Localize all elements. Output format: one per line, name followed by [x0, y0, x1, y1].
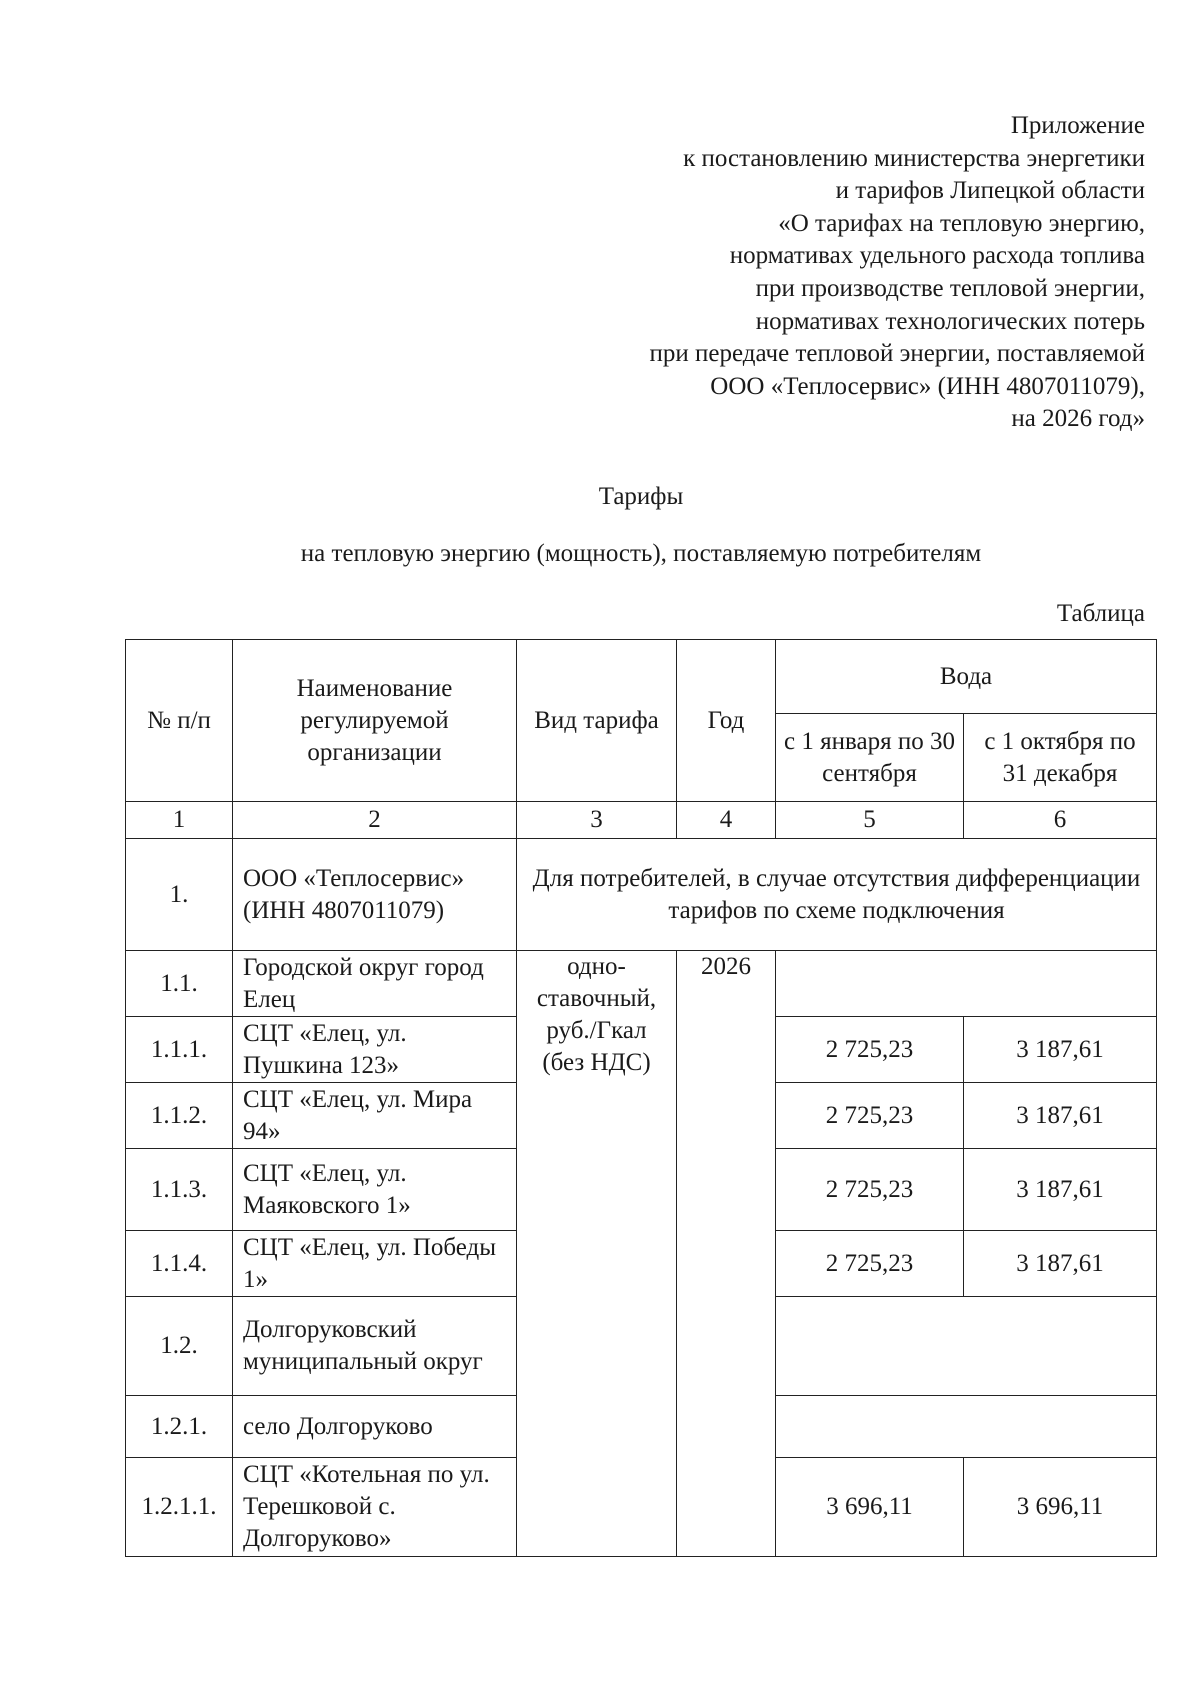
row-num: 1.2.1. — [126, 1396, 233, 1458]
header-num: № п/п — [126, 640, 233, 802]
appendix-line: к постановлению министерства энергетики — [683, 144, 1145, 172]
tariff-table — [125, 639, 1157, 1557]
row-name: СЦТ «Котельная по ул. Терешковой с. Долгоруково» — [233, 1458, 517, 1557]
appendix-line: Приложение — [1010, 112, 1145, 139]
row-name: СЦТ «Елец, ул. Мира 94» — [233, 1083, 517, 1149]
header-period-1: с 1 января по 30 сентября — [776, 714, 964, 802]
row-value-period-1: 2 725,23 — [776, 1083, 964, 1149]
row-num: 1.1.2. — [126, 1083, 233, 1149]
header-org: Наименование регулируемой организации — [233, 640, 517, 802]
row-num: 1.1.1. — [126, 1017, 233, 1083]
row-value-period-1: 3 696,11 — [776, 1458, 964, 1557]
col-number: 5 — [776, 802, 964, 839]
appendix-line: ООО «Теплосервис» (ИНН 4807011079), — [710, 372, 1145, 400]
appendix-line: на 2026 год» — [1011, 405, 1145, 433]
appendix-line: нормативах удельного расхода топлива — [729, 242, 1145, 270]
header-tariff-type: Вид тарифа — [517, 640, 677, 802]
appendix-block — [445, 110, 1145, 436]
col-number: 6 — [964, 802, 1157, 839]
row-name: СЦТ «Елец, ул. Пушкина 123» — [233, 1017, 517, 1083]
row-name: СЦТ «Елец, ул. Победы 1» — [233, 1231, 517, 1297]
row-value-period-1: 2 725,23 — [776, 1149, 964, 1231]
org-row-note: Для потребителей, в случае отсутствия дифференциации тарифов по схеме подключения — [517, 839, 1157, 951]
col-number: 3 — [517, 802, 677, 839]
row-num: 1.1. — [126, 951, 233, 1017]
org-row-name: ООО «Теплосервис» (ИНН 4807011079) — [233, 839, 517, 951]
row-num: 1.2.1.1. — [126, 1458, 233, 1557]
row-name: Долгоруковский муниципальный округ — [233, 1297, 517, 1396]
appendix-line: при передаче тепловой энергии, поставляемой — [649, 340, 1145, 368]
header-year: Год — [677, 640, 776, 802]
col-number: 2 — [233, 802, 517, 839]
row-values-empty — [776, 1396, 1157, 1458]
appendix-line: нормативах технологических потерь — [755, 307, 1145, 335]
appendix-line: и тарифов Липецкой области — [835, 177, 1145, 205]
header-period-2: с 1 октября по 31 декабря — [964, 714, 1157, 802]
row-value-period-2: 3 696,11 — [964, 1458, 1157, 1557]
row-name: СЦТ «Елец, ул. Маяковского 1» — [233, 1149, 517, 1231]
row-value-period-1: 2 725,23 — [776, 1231, 964, 1297]
document-subtitle: на тепловую энергию (мощность), поставляемую потребителям — [300, 540, 982, 567]
tariff-type-cell: одно-ставочный, руб./Гкал (без НДС) — [517, 951, 677, 1557]
row-name: Городской округ город Елец — [233, 951, 517, 1017]
row-value-period-2: 3 187,61 — [964, 1231, 1157, 1297]
row-values-empty — [776, 1297, 1157, 1396]
row-value-period-2: 3 187,61 — [964, 1149, 1157, 1231]
table-row — [126, 951, 1157, 1017]
org-row-num: 1. — [126, 839, 233, 951]
row-values-empty — [776, 951, 1157, 1017]
row-name: село Долгоруково — [233, 1396, 517, 1458]
appendix-line: «О тарифах на тепловую энергию, — [778, 209, 1145, 237]
col-number: 4 — [677, 802, 776, 839]
table-caption: Таблица — [1056, 600, 1145, 627]
col-number: 1 — [126, 802, 233, 839]
row-num: 1.1.4. — [126, 1231, 233, 1297]
row-num: 1.2. — [126, 1297, 233, 1396]
row-num: 1.1.3. — [126, 1149, 233, 1231]
row-value-period-1: 2 725,23 — [776, 1017, 964, 1083]
row-value-period-2: 3 187,61 — [964, 1017, 1157, 1083]
row-value-period-2: 3 187,61 — [964, 1083, 1157, 1149]
tariff-year-cell: 2026 — [677, 951, 776, 1557]
header-water: Вода — [776, 640, 1157, 714]
document-title: Тарифы — [598, 483, 684, 510]
appendix-line: при производстве тепловой энергии, — [755, 274, 1145, 302]
